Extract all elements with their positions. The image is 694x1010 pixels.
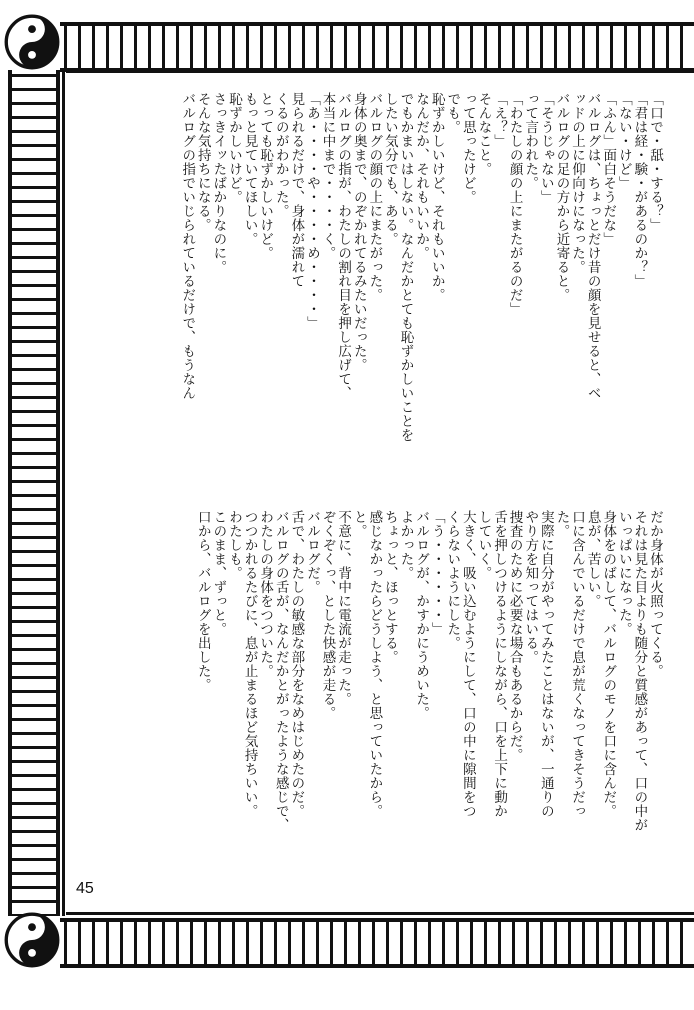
text-line: バルログの顔の上にまたがった。 [366,92,383,302]
text-line: 舌を押しつけるようにしながら、口を上下に動か [491,510,508,818]
text-line: とっても恥ずかしいけど。 [257,92,274,260]
text-line: 捜査のために必要な場合もあるからだ。 [506,510,523,762]
text-line: 「わたしの顔の上にまたがるのだ」 [506,92,523,316]
text-line: このまま、ずっと。 [210,510,227,636]
text-line: バルログが、かすかにうめいた。 [413,510,430,720]
text-line: バルログの足の方から近寄ると。 [553,92,570,302]
text-line: だか身体が火照ってくる。 [647,510,663,678]
text-line: ッドの上に仰向けになった。 [569,92,586,274]
text-line: わたしも。 [225,510,242,580]
text-line: って思ったけど。 [459,92,476,204]
text-line: 「君は経・験・があるのか？」 [631,92,648,288]
text-line: ぞくぞくっ、とした快感が走る。 [319,510,336,720]
text-line: バルログの指でいじられているだけで、もうなん [179,92,196,400]
text-line: って言われた。 [522,92,539,190]
greek-key-border-left [8,70,60,916]
text-line: 身体の奥まで、のぞかれてるみたいだった。 [350,92,367,372]
text-line: 舌で、わたしの敏感な部分をなめはじめたのだ。 [288,510,305,818]
text-line: バルログだ。 [303,510,320,594]
inner-border-left [62,70,65,916]
text-line: 本当に中まで・・・・く。 [319,92,336,260]
text-line: もっと見ていてほしい。 [241,92,258,246]
text-line: バルログの指が、わたしの割れ目を押し広げて、 [335,92,352,400]
yin-yang-icon [4,912,60,968]
text-line: 口から、バルログを出した。 [194,510,211,692]
text-line: 口に含んでいるだけで息が荒くなってきそうだっ [569,510,586,818]
text-line: そんな気持ちになる。 [194,92,211,232]
text-line: していく。 [475,510,492,580]
upper-text-block [179,92,662,472]
text-line: バルログは、ちょっとだけ昔の顔を見せると、ベ [584,92,601,400]
inner-border-top [66,70,694,73]
text-line: 「あ・・・・や・・・・め・・・・」 [303,92,320,330]
text-line: 大きく、吸い込むようにして、口の中に隙間をつ [459,510,476,818]
text-line: 「ない・けど」 [615,92,632,190]
text-line: やり方を知ってはいる。 [522,510,539,664]
lower-text-block [194,510,662,890]
text-line: なんだか、それもいいか。 [413,92,430,260]
text-line: さっきイッたばかりなのに。 [210,92,227,274]
text-line: 身体をのばして、バルログのモノを口に含んだ。 [600,510,617,818]
yin-yang-icon [4,14,60,70]
text-line: 息が、苦しい。 [584,510,601,608]
greek-key-border-bottom [60,918,694,968]
text-line: 「ふん」面白そうだな」 [600,92,617,246]
text-line: 「そうじゃない」 [537,92,554,204]
text-line: 感じなかったらどうしよう、と思っていたから。 [366,510,383,818]
text-line: くるのがわかった。 [272,92,289,218]
text-line: 「口で・舐・する？」 [647,92,663,232]
text-line: 見られるだけで、身体が濡れて [288,92,305,288]
page-number: 45 [76,880,94,897]
text-line: わたしの身体をつついた。 [257,510,274,678]
text-line: と。 [350,510,367,538]
text-line: くらないようにした。 [444,510,461,650]
text-line: 「え？」 [491,92,508,148]
text-line: 恥ずかしいけど。 [225,92,242,204]
text-line: そんなこと。 [475,92,492,176]
text-line: た。 [553,510,570,538]
text-line: よかった。 [397,510,414,580]
text-line: バルログの舌が、なんだかとがったような感じで、 [272,510,289,832]
text-line: つつかれるたびに、息が止まるほど気持ちいい。 [241,510,258,818]
text-line: 不意に、背中に電流が走った。 [335,510,352,706]
text-line: でもかまいはしない。なんだかとても恥ずかしいことを [397,92,414,442]
greek-key-border-top [60,22,694,72]
text-line: それは見た目よりも随分と質感があって、口の中が [631,510,648,832]
text-line: 実際に自分がやってみたことはないが、一通りの [537,510,554,818]
inner-border-bottom [66,912,694,915]
text-line: でも。 [444,92,461,134]
text-line: 恥ずかしいけど、それもいいか。 [428,92,445,302]
text-line: ちょっと、ほっとする。 [381,510,398,664]
text-line: いっぱいになった。 [615,510,632,636]
text-line: したい気分でも、ある。 [381,92,398,246]
text-line: 「う・・・・・・」 [428,510,445,636]
